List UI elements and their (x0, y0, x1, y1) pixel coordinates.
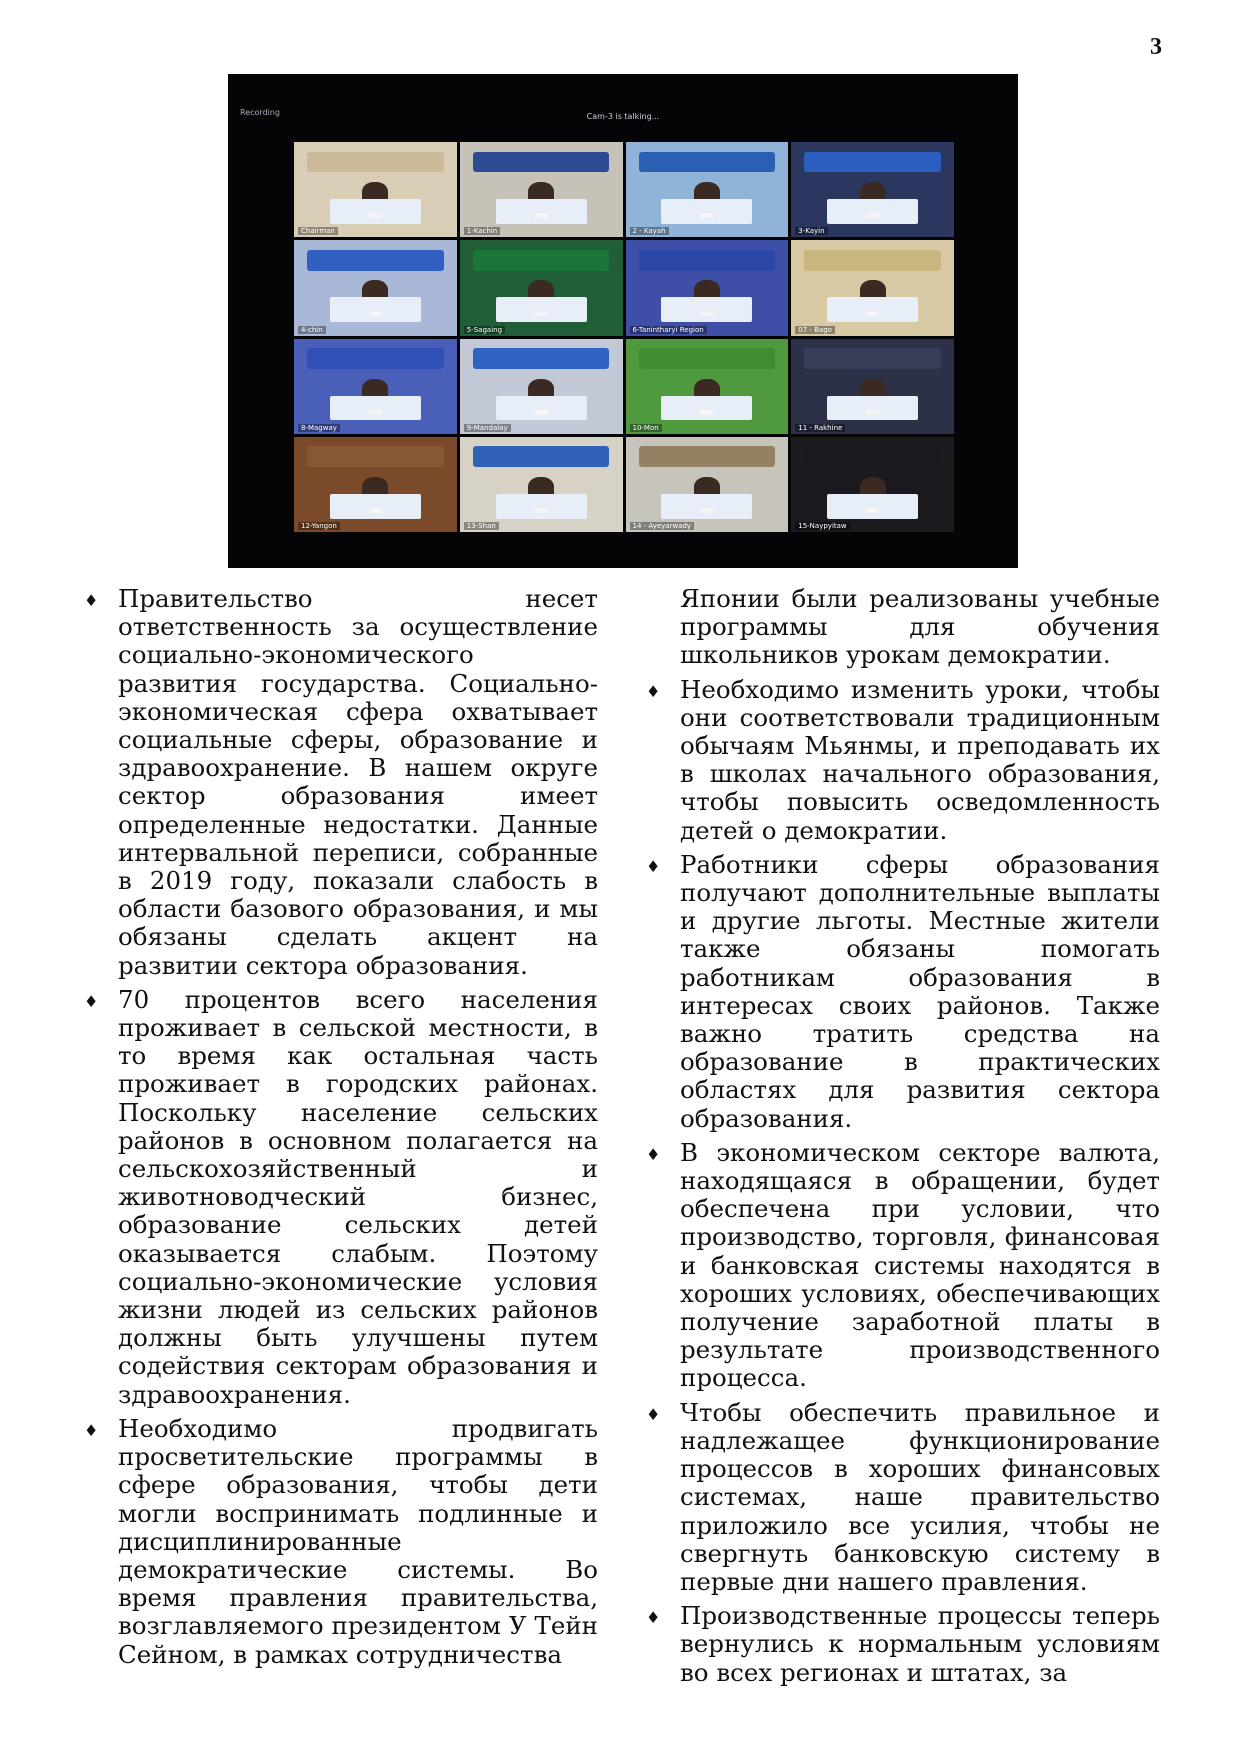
tile-banner (473, 446, 610, 467)
tile-desk (330, 199, 421, 224)
tile-caption: 4-chin (298, 326, 326, 334)
bullet-paragraph: ♦ Производственные процессы теперь вернулись к нормальным условиям во всех регионах и штатах, за (646, 1602, 1160, 1687)
continued-paragraph: Японии были реализованы учебные программы для обучения школьников урокам демократии. (680, 584, 1160, 670)
bullet-paragraph: ♦ В экономическом секторе валюта, находящаяся в обращении, будет обеспечена при условии, что производство, торговля, финансовая и банковская системы находятся в хороших условиях, обеспечивающих получение заработной платы в результате производственного процесса. (646, 1139, 1160, 1393)
bullet-paragraph: ♦ 70 процентов всего населения проживает в сельской местности, в то время как остальная часть проживает в городских районах. Поскольку население сельских районов в основном полагается на сельскохозяйственный и животноводческий бизнес, образование сельских детей оказывается слабым. Поэтому социально-экономические условия жизни людей из сельских районов должны быть улучшены путем содействия секторам образования и здравоохранения. (84, 986, 598, 1409)
participant-grid (294, 142, 954, 532)
tile-plate (369, 410, 382, 415)
bullet-paragraph: ♦ Чтобы обеспечить правильное и надлежащее функционирование процессов в хороших финансовых системах, наше правительство приложило все усилия, чтобы не свергнуть банковскую систему в первые дни нашего правления. (646, 1399, 1160, 1596)
participant-tile (626, 240, 789, 335)
tile-caption: 13-Shan (464, 522, 499, 530)
tile-banner (473, 152, 610, 173)
tile-banner (639, 250, 776, 271)
tile-banner (804, 152, 941, 173)
tile-plate (700, 410, 713, 415)
bullet-paragraph: ♦ Работники сферы образования получают дополнительные выплаты и другие льготы. Местные жители также обязаны помогать работникам образования в интересах своих районов. Также важно тратить средства на образование в практических областях для развития сектора образования. (646, 851, 1160, 1133)
tile-desk (496, 199, 587, 224)
tile-banner (307, 446, 444, 467)
tile-desk (496, 494, 587, 519)
tile-caption: 10-Mon (630, 424, 662, 432)
tile-plate (369, 213, 382, 218)
participant-tile (791, 142, 954, 237)
tile-caption: 6-Tanintharyi Region (630, 326, 707, 334)
participant-tile (294, 142, 457, 237)
tile-banner (473, 348, 610, 369)
bullet-paragraph: ♦ Необходимо изменить уроки, чтобы они соответствовали традиционным обычаям Мьянмы, и преподавать их в школах начального образования, чтобы повысить осведомленность детей о демократии. (646, 676, 1160, 845)
participant-tile (294, 339, 457, 434)
participant-tile (626, 142, 789, 237)
tile-caption: 07 - Bago (795, 326, 835, 334)
participant-tile (460, 339, 623, 434)
participant-tile (626, 437, 789, 532)
tile-plate (700, 508, 713, 513)
tile-desk (827, 494, 918, 519)
tile-caption: 2 - Kayah (630, 227, 669, 235)
participant-tile (626, 339, 789, 434)
tile-desk (827, 199, 918, 224)
tile-banner (307, 152, 444, 173)
left-bullet-list (84, 585, 598, 1669)
tile-plate (866, 213, 879, 218)
tile-plate (866, 508, 879, 513)
tile-desk (661, 297, 752, 322)
tile-caption: Chairman (298, 227, 338, 235)
participant-tile (294, 437, 457, 532)
tile-banner (804, 348, 941, 369)
tile-banner (639, 152, 776, 173)
tile-desk (496, 396, 587, 421)
tile-desk (661, 396, 752, 421)
tile-caption: 5-Sagaing (464, 326, 505, 334)
tile-caption: 12-Yangon (298, 522, 340, 530)
recording-label: Recording (240, 108, 281, 117)
tile-plate (700, 213, 713, 218)
tile-caption: 1-Kachin (464, 227, 500, 235)
tile-desk (827, 396, 918, 421)
tile-desk (827, 297, 918, 322)
tile-plate (535, 213, 548, 218)
tile-desk (330, 297, 421, 322)
tile-banner (804, 250, 941, 271)
bullet-paragraph: ♦ Правительство несет ответственность за осуществление социально-экономического развития государства. Социально-экономическая сфера охватывает социальные сферы, образование и здравоохранение. В нашем округе сектор образования имеет определенные недостатки. Данные интервальной переписи, собранные в 2019 году, показали слабость в области базового образования, и мы обязаны сделать акцент на развитии сектора образования. (84, 585, 598, 980)
tile-desk (661, 199, 752, 224)
left-column (84, 585, 598, 1675)
tile-caption: 9-Mandalay (464, 424, 511, 432)
participant-tile (460, 240, 623, 335)
tile-desk (330, 396, 421, 421)
participant-tile (460, 142, 623, 237)
tile-caption: 3-Kayin (795, 227, 827, 235)
participant-tile (791, 437, 954, 532)
tile-plate (535, 312, 548, 317)
tile-caption: 8-Magway (298, 424, 340, 432)
participant-tile (460, 437, 623, 532)
right-bullet-list (646, 585, 1160, 1687)
tile-plate (866, 410, 879, 415)
video-conference-photo (228, 74, 1018, 568)
tile-plate (535, 508, 548, 513)
tile-plate (866, 312, 879, 317)
tile-plate (535, 410, 548, 415)
participant-tile (791, 240, 954, 335)
tile-desk (330, 494, 421, 519)
tile-desk (661, 494, 752, 519)
tile-banner (473, 250, 610, 271)
bullet-paragraph: ♦ Необходимо продвигать просветительские программы в сфере образования, чтобы дети могли воспринимать подлинные и дисциплинированные демократические системы. Во время правления правительства, возглавляемого президентом У Тейн Сейном, в рамках сотрудничества (84, 1415, 598, 1669)
page-number: 3 (1150, 34, 1162, 60)
tile-caption: 15-Naypyitaw (795, 522, 849, 530)
talking-indicator: Cam-3 is talking... (586, 112, 660, 121)
tile-banner (639, 446, 776, 467)
tile-banner (307, 250, 444, 271)
tile-banner (307, 348, 444, 369)
tile-banner (639, 348, 776, 369)
participant-tile (791, 339, 954, 434)
tile-plate (369, 312, 382, 317)
tile-desk (496, 297, 587, 322)
tile-plate (700, 312, 713, 317)
tile-caption: 11 - Rakhine (795, 424, 845, 432)
tile-banner (804, 446, 941, 467)
participant-tile (294, 240, 457, 335)
tile-caption: 14 - Ayeyarwady (630, 522, 695, 530)
tile-plate (369, 508, 382, 513)
right-column (646, 585, 1160, 1693)
